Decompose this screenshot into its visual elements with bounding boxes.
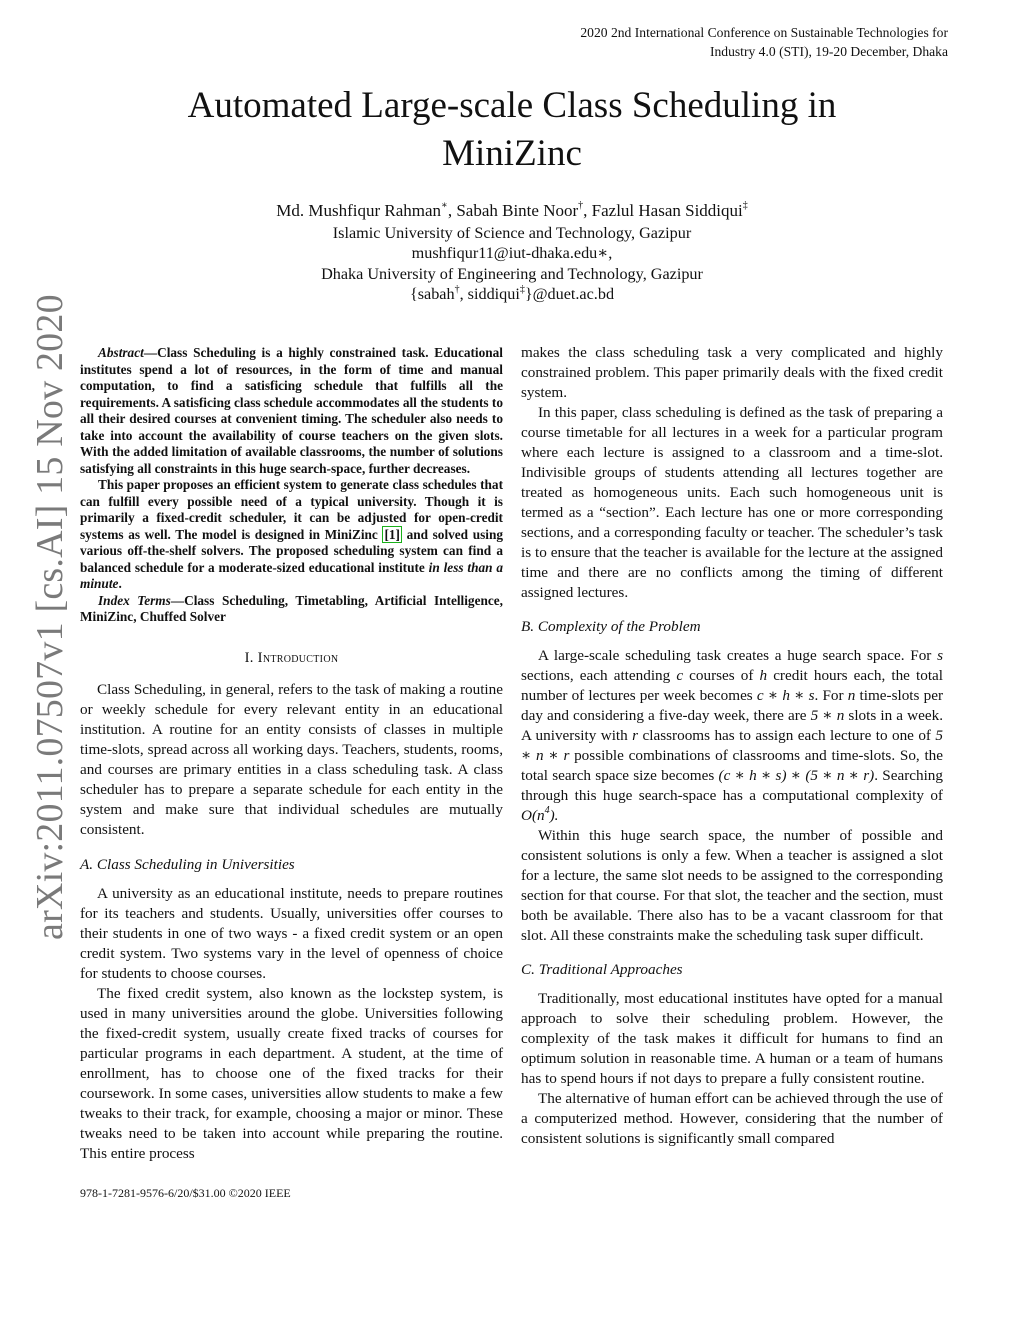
email-2-part-b: , siddiqui — [459, 285, 520, 304]
abstract-label: Abstract — [98, 345, 144, 360]
email-2-part-c: }@duet.ac.bd — [524, 285, 615, 304]
email-2-part-a: {sabah — [409, 285, 455, 304]
subsection-b-text: time-slots per day and considering a five-day week, there are — [521, 687, 944, 724]
affiliation-2: Dhaka University of Engineering and Technology, Gazipur — [321, 264, 703, 283]
abstract — [80, 345, 503, 626]
author-1: Md. Mushfiqur Rahman — [276, 201, 442, 220]
abstract-paragraph-1 — [80, 345, 503, 477]
right-paragraph-continued: makes the class scheduling task a very complicated and highly constrained problem. This paper primarily deals with the fixed credit system. — [521, 344, 943, 401]
subsection-b-text: classrooms has to assign each lecture to one of — [638, 727, 936, 744]
paper-title — [100, 82, 924, 178]
math-big-o: O(n — [521, 807, 545, 824]
abstract-text-2b: and solved using various off-the-shelf solvers. The proposed scheduling system can find a balanced schedule for a moderate-sized educational institute — [80, 526, 503, 575]
subsection-a-paragraph-2: The fixed credit system, also known as the lockstep system, is used in many universities around the globe. Universities following the fixed-credit system, usually create fixed tracks of courses for particular programs in each department. A student, at the time of enrollment, has to choose one of the fixed tracks for their coursework. In some cases, universities allow students to make a few tweaks to their track, for example, choosing a major or minor. These tweaks need to be taken into account while preparing the routine. This entire process — [80, 984, 503, 1162]
title-line-1: Automated Large-scale Class Scheduling in — [187, 85, 837, 126]
math-var: r — [632, 727, 639, 744]
math-expression: c ∗ h ∗ s — [756, 687, 815, 704]
abstract-text-1: —Class Scheduling is a highly constrained task. Educational institutes spend a lot of resources, in the form of time and manual computation, to find a satisficing schedule that fulfills all the requirements. A satisficing class schedule accommodates all the students to all their desired courses at convenient timing. The scheduler also needs to take into account the availability of course teachers on the given slots. With the added limitation of available classrooms, the number of solutions satisfying all constraints in this huge search-space, further decreases. — [80, 345, 503, 476]
math-expression: 5 ∗ n — [810, 707, 845, 724]
math-var: s — [937, 647, 943, 664]
math-var: c — [676, 667, 684, 684]
right-column — [521, 343, 943, 1149]
abstract-paragraph-2 — [80, 477, 503, 593]
math-exponent: 4 — [544, 804, 550, 816]
affiliation-1: Islamic University of Science and Technology, Gazipur — [332, 223, 692, 242]
subsection-b-text: credit hours each, the total number of lectures per week becomes — [521, 667, 944, 704]
author-3: , Fazlul Hasan Siddiqui — [583, 201, 743, 220]
subsection-b-paragraph-2: Within this huge search space, the number of possible and consistent solutions is only a few. When a teacher is assigned a slot for a lecture, the same slot needs to be assigned to the corresponding section for that course. For that slot, the teacher and the section, must both be available. There also has to be a vacant classroom for that slot. All these constraints make the scheduling task super difficult. — [521, 827, 943, 944]
copyright-footnote: 978-1-7281-9576-6/20/$31.00 ©2020 IEEE — [80, 1186, 291, 1200]
math-expression: 5 ∗ n ∗ r — [521, 727, 944, 764]
conference-header — [508, 24, 948, 61]
math-var: h — [759, 667, 768, 684]
author-2-mark: † — [578, 200, 584, 212]
math-expression: (c ∗ h ∗ s) ∗ (5 ∗ n ∗ r) — [718, 767, 875, 784]
index-terms-text: —Class Scheduling, Timetabling, Artificial Intelligence, MiniZinc, Chuffed Solver — [80, 592, 504, 624]
abstract-text-2a: This paper proposes an efficient system to generate class schedules that can fulfill every possible need of a typical university. Though it is primarily a fixed-credit scheduler, it can be adjusted for open-credit systems as well. The model is designed in MiniZinc — [80, 477, 503, 542]
conference-line-2: Industry 4.0 (STI), 19-20 December, Dhaka — [709, 43, 948, 59]
email-2-mark-b: ‡ — [519, 283, 525, 295]
abstract-emphasis: in less than a minute — [80, 559, 503, 591]
index-terms-label: Index Terms — [98, 592, 171, 608]
subsection-heading-c: C. Traditional Approaches — [521, 961, 683, 978]
subsection-a-paragraph-1: A university as an educational institute, needs to prepare routines for its teachers and students. Usually, universities offer courses to their students in one of two ways - a fixed credit system or an open credit system. Two systems vary in the level of openness of choice for students to choose courses. — [80, 884, 503, 982]
title-line-2: MiniZinc — [442, 133, 582, 174]
section-heading-introduction: I. Introduction — [244, 649, 339, 666]
left-body — [80, 650, 503, 1164]
subsection-heading-b: B. Complexity of the Problem — [521, 618, 701, 635]
subsection-b-text: . For — [814, 687, 848, 704]
conference-line-1: 2020 2nd International Conference on Sustainable Technologies for — [580, 25, 948, 40]
email-2-mark-a: † — [454, 283, 460, 295]
email-2 — [150, 284, 874, 305]
subsection-b-text: slots in a week. A university with — [521, 707, 943, 744]
subsection-c-paragraph-1: Traditionally, most educational institutes have opted for a manual approach to solve their scheduling problem. However, the complexity of the task makes it difficult for humans to find an optimum solution in reasonable time. A human or a team of humans has to spend hours if not days to prepare a fully consistent routine. — [521, 990, 943, 1087]
author-1-mark: ∗ — [441, 200, 448, 212]
subsection-c-paragraph-2: The alternative of human effort can be achieved through the use of a computerized method. However, considering that the number of consistent solutions is significantly small compared — [521, 1090, 943, 1147]
author-2: , Sabah Binte Noor — [447, 201, 579, 220]
left-column — [80, 345, 503, 1164]
intro-paragraph: Class Scheduling, in general, refers to the task of making a routine or weekly schedule for every relevant entity in an educational institution. A routine for an entity consists of classes in multiple time-slots, spread across all working days. Teachers, students, rooms, and courses are primary entities in a class scheduling task. A class scheduler has to prepare a separate schedule for each entity in the system and make sure that individual schedules are mutually consistent. — [80, 680, 503, 838]
citation-link[interactable]: [1] — [384, 526, 400, 542]
subsection-b-text: . Searching through this huge search-space has a computational complexity of — [521, 767, 943, 804]
author-block — [150, 201, 874, 305]
author-3-mark: ‡ — [742, 200, 748, 212]
subsection-heading-a: A. Class Scheduling in Universities — [80, 855, 295, 873]
abstract-text-2-end: . — [118, 576, 122, 591]
subsection-b-text: possible combinations of classrooms and time-slots. So, the total search space size becomes — [521, 747, 944, 784]
index-terms — [80, 593, 503, 626]
math-var: n — [847, 687, 856, 704]
subsection-b-paragraph-1 — [521, 646, 943, 826]
subsection-b-text: sections, each attending — [521, 667, 677, 684]
right-paragraph-definition: In this paper, class scheduling is defined as the task of preparing a course timetable for all lectures in a week for a particular program where each lecture is assigned to a classroom and a time-slot. Indivisible groups of students attending all lectures together are treated as homogeneous units. Each such homogeneous unit is termed as a “section”. Each lecture has one or more corresponding sections, and a corresponding faculty or teacher. The scheduler’s task is to ensure that the teacher is available for the lecture at the assigned time and there are no conflicts among the timing of different assigned lectures. — [521, 404, 943, 601]
subsection-b-text: courses of — [683, 667, 760, 684]
author-names — [150, 201, 874, 222]
math-close: ). — [549, 807, 559, 824]
arxiv-side-stamp: arXiv:2011.07507v1 [cs.AI] 15 Nov 2020 — [29, 294, 71, 940]
subsection-b-text: A large-scale scheduling task creates a huge search space. For — [538, 647, 938, 664]
email-1: mushfiqur11@iut-dhaka.edu∗, — [411, 244, 613, 263]
